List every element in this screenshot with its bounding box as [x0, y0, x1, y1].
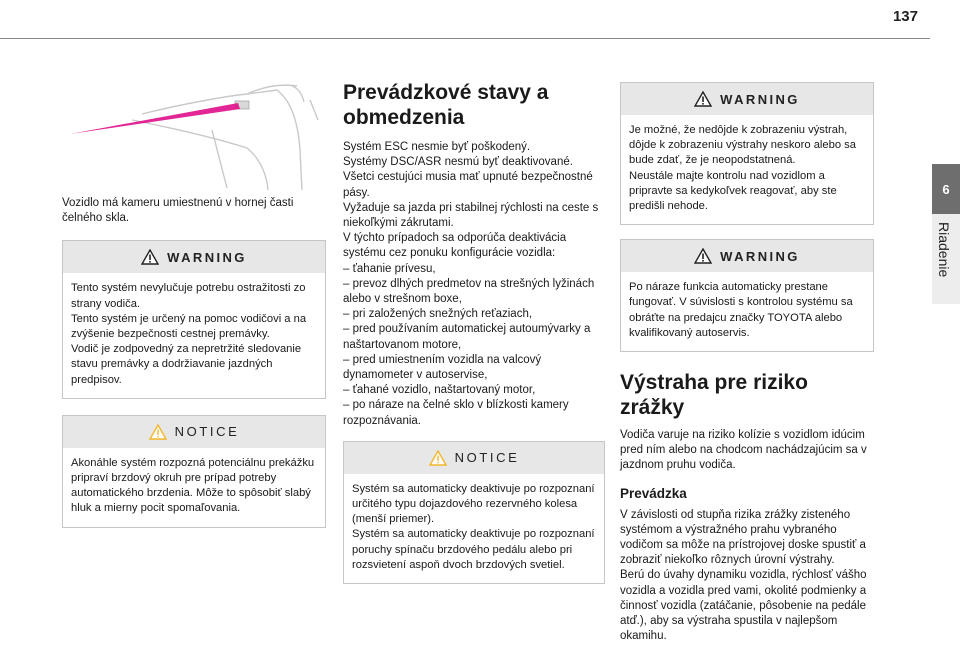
notice-triangle-icon — [429, 450, 447, 466]
condition-list-item: – pred používaním automatickej autoumývarky a naštartovanom motore, — [343, 323, 591, 351]
condition-list-item: – po náraze na čelné sklo v blízkosti kamery rozpoznávania. — [343, 399, 569, 427]
condition-line: Vyžaduje sa jazda pri stabilnej rýchlosti na ceste s niekoľkými zákrutami. — [343, 201, 599, 230]
warning-title: WARNING — [720, 91, 800, 107]
warning-body — [63, 273, 325, 397]
notice-body — [63, 448, 325, 527]
notice-title: NOTICE — [454, 450, 520, 466]
notice-line: Akonáhle systém rozpozná potenciálnu prekážku pripraví brzdový okruh pre prípad potreby automatického brzdenia. Môže to spôsobiť slabý hluk a mierny pocit spomaľovania. — [71, 456, 315, 515]
condition-line: V týchto prípadoch sa odporúča deaktivácia systému cez ponuku konfigurácie vozidla: — [343, 232, 567, 260]
section-heading-operating-states: Prevádzkové stavy a obmedzenia — [343, 81, 549, 129]
warning-line: Je možné, že nedôjde k zobrazeniu výstrah, dôjde k zobrazeniu výstrahy neskoro alebo sa bude zdať, že je neopodstatnená. — [629, 124, 856, 167]
notice-line: Systém sa automaticky deaktivuje po rozpoznaní poruchy spínaču brzdového pedálu alebo pri rozsvietení aspoň dvoch brzdových svetiel. — [352, 528, 595, 571]
warning-body — [621, 272, 873, 351]
subheading-operation: Prevádzka — [620, 485, 687, 501]
warning-header — [621, 83, 873, 115]
warning-triangle-icon — [141, 249, 159, 265]
warning-box-3 — [620, 239, 874, 352]
column-middle — [343, 80, 605, 584]
column-right — [620, 82, 874, 644]
warning-line: Tento systém nevylučuje potrebu ostražitosti zo strany vodiča. — [71, 282, 306, 310]
warning-line: Po náraze funkcia automaticky prestane fungovať. V súvislosti s kontrolou systému sa obráťte na predajcu značky TOYOTA alebo kvalifikovaný autoservis. — [629, 281, 853, 339]
warning-header — [621, 240, 873, 272]
notice-line: Systém sa automaticky deaktivuje po rozpoznaní určitého typu dojazdového rezervného kolesa (menší priemer). — [352, 482, 595, 526]
condition-line: Systém ESC nesmie byť poškodený. — [343, 141, 531, 153]
camera-location-text: Vozidlo má kameru umiestnenú v hornej časti čelného skla. — [62, 197, 294, 225]
warning-triangle-icon — [694, 248, 712, 264]
warning-body — [621, 115, 873, 224]
notice-body — [344, 474, 604, 583]
condition-list-item: – prevoz dlhých predmetov na strešných lyžinách alebo v strešnom boxe, — [343, 277, 595, 306]
operation-paragraph: Berú do úvahy dynamiku vozidla, rýchlosť vášho vozidla a vozidla pred vami, okolité podmienky a činnosť vozidla (zatáčanie, pôsobenie na pedále atď.), aby sa výstraha spustila v najlepšom okamihu. — [620, 569, 867, 643]
column-left — [62, 60, 326, 528]
notice-header — [344, 442, 604, 474]
condition-line: Všetci cestujúci musia mať upnuté bezpečnostné pásy. — [343, 171, 593, 199]
operation-paragraph: V závislosti od stupňa rizika zrážky zisteného systémom a výstražného prahu vybraného vodičom sa môže na prístrojovej doske spustiť a zobraziť niekoľko rôznych úrovní výstrahy. — [620, 508, 866, 567]
condition-list-item: – ťahané vozidlo, naštartovaný motor, — [343, 384, 536, 397]
condition-list-item: – pri založených snežných reťaziach, — [343, 308, 533, 321]
warning-line: Vodič je zodpovedný za nepretržité sledovanie stavu premávky a dodržiavanie jazdných predpisov. — [71, 343, 302, 386]
chapter-tab-label[interactable] — [932, 214, 960, 304]
operating-conditions-text — [343, 140, 605, 429]
section-heading-collision-warning: Výstraha pre riziko zrážky — [620, 371, 808, 420]
notice-box-2 — [343, 441, 605, 584]
windshield-camera-illustration — [62, 60, 326, 190]
chapter-tab-text: Riadenie — [936, 222, 952, 278]
notice-triangle-icon — [149, 424, 167, 440]
condition-list-item: – ťahanie prívesu, — [343, 262, 436, 275]
warning-header — [63, 241, 325, 273]
warning-box-1 — [62, 240, 326, 398]
warning-triangle-icon — [694, 91, 712, 107]
collision-warning-intro: Vodiča varuje na riziko kolízie s vozidlom idúcim pred ním alebo na chodcom nachádzajúcim sa v jazdnom pruhu vodiča. — [620, 429, 867, 472]
condition-list-item: – pred umiestnením vozidla na valcový dynamometer v autoservise, — [343, 353, 542, 382]
notice-header — [63, 416, 325, 448]
chapter-tab-number[interactable]: 6 — [932, 164, 960, 214]
condition-line: Systémy DSC/ASR nesmú byť deaktivované. — [343, 156, 573, 169]
warning-box-2 — [620, 82, 874, 225]
notice-title: NOTICE — [174, 424, 240, 440]
warning-line: Tento systém je určený na pomoc vodičovi a na zvýšenie bezpečnosti cestnej premávky. — [71, 312, 307, 341]
notice-box-1 — [62, 415, 326, 528]
page-number: 137 — [892, 8, 918, 25]
car-camera-drawing — [62, 60, 326, 190]
warning-title: WARNING — [167, 249, 247, 265]
header-rule — [0, 38, 930, 39]
warning-line: Neustále majte kontrolu nad vozidlom a pripravte sa kedykoľvek reagovať, aby ste predišli nehode. — [629, 169, 837, 213]
warning-title: WARNING — [720, 248, 800, 264]
